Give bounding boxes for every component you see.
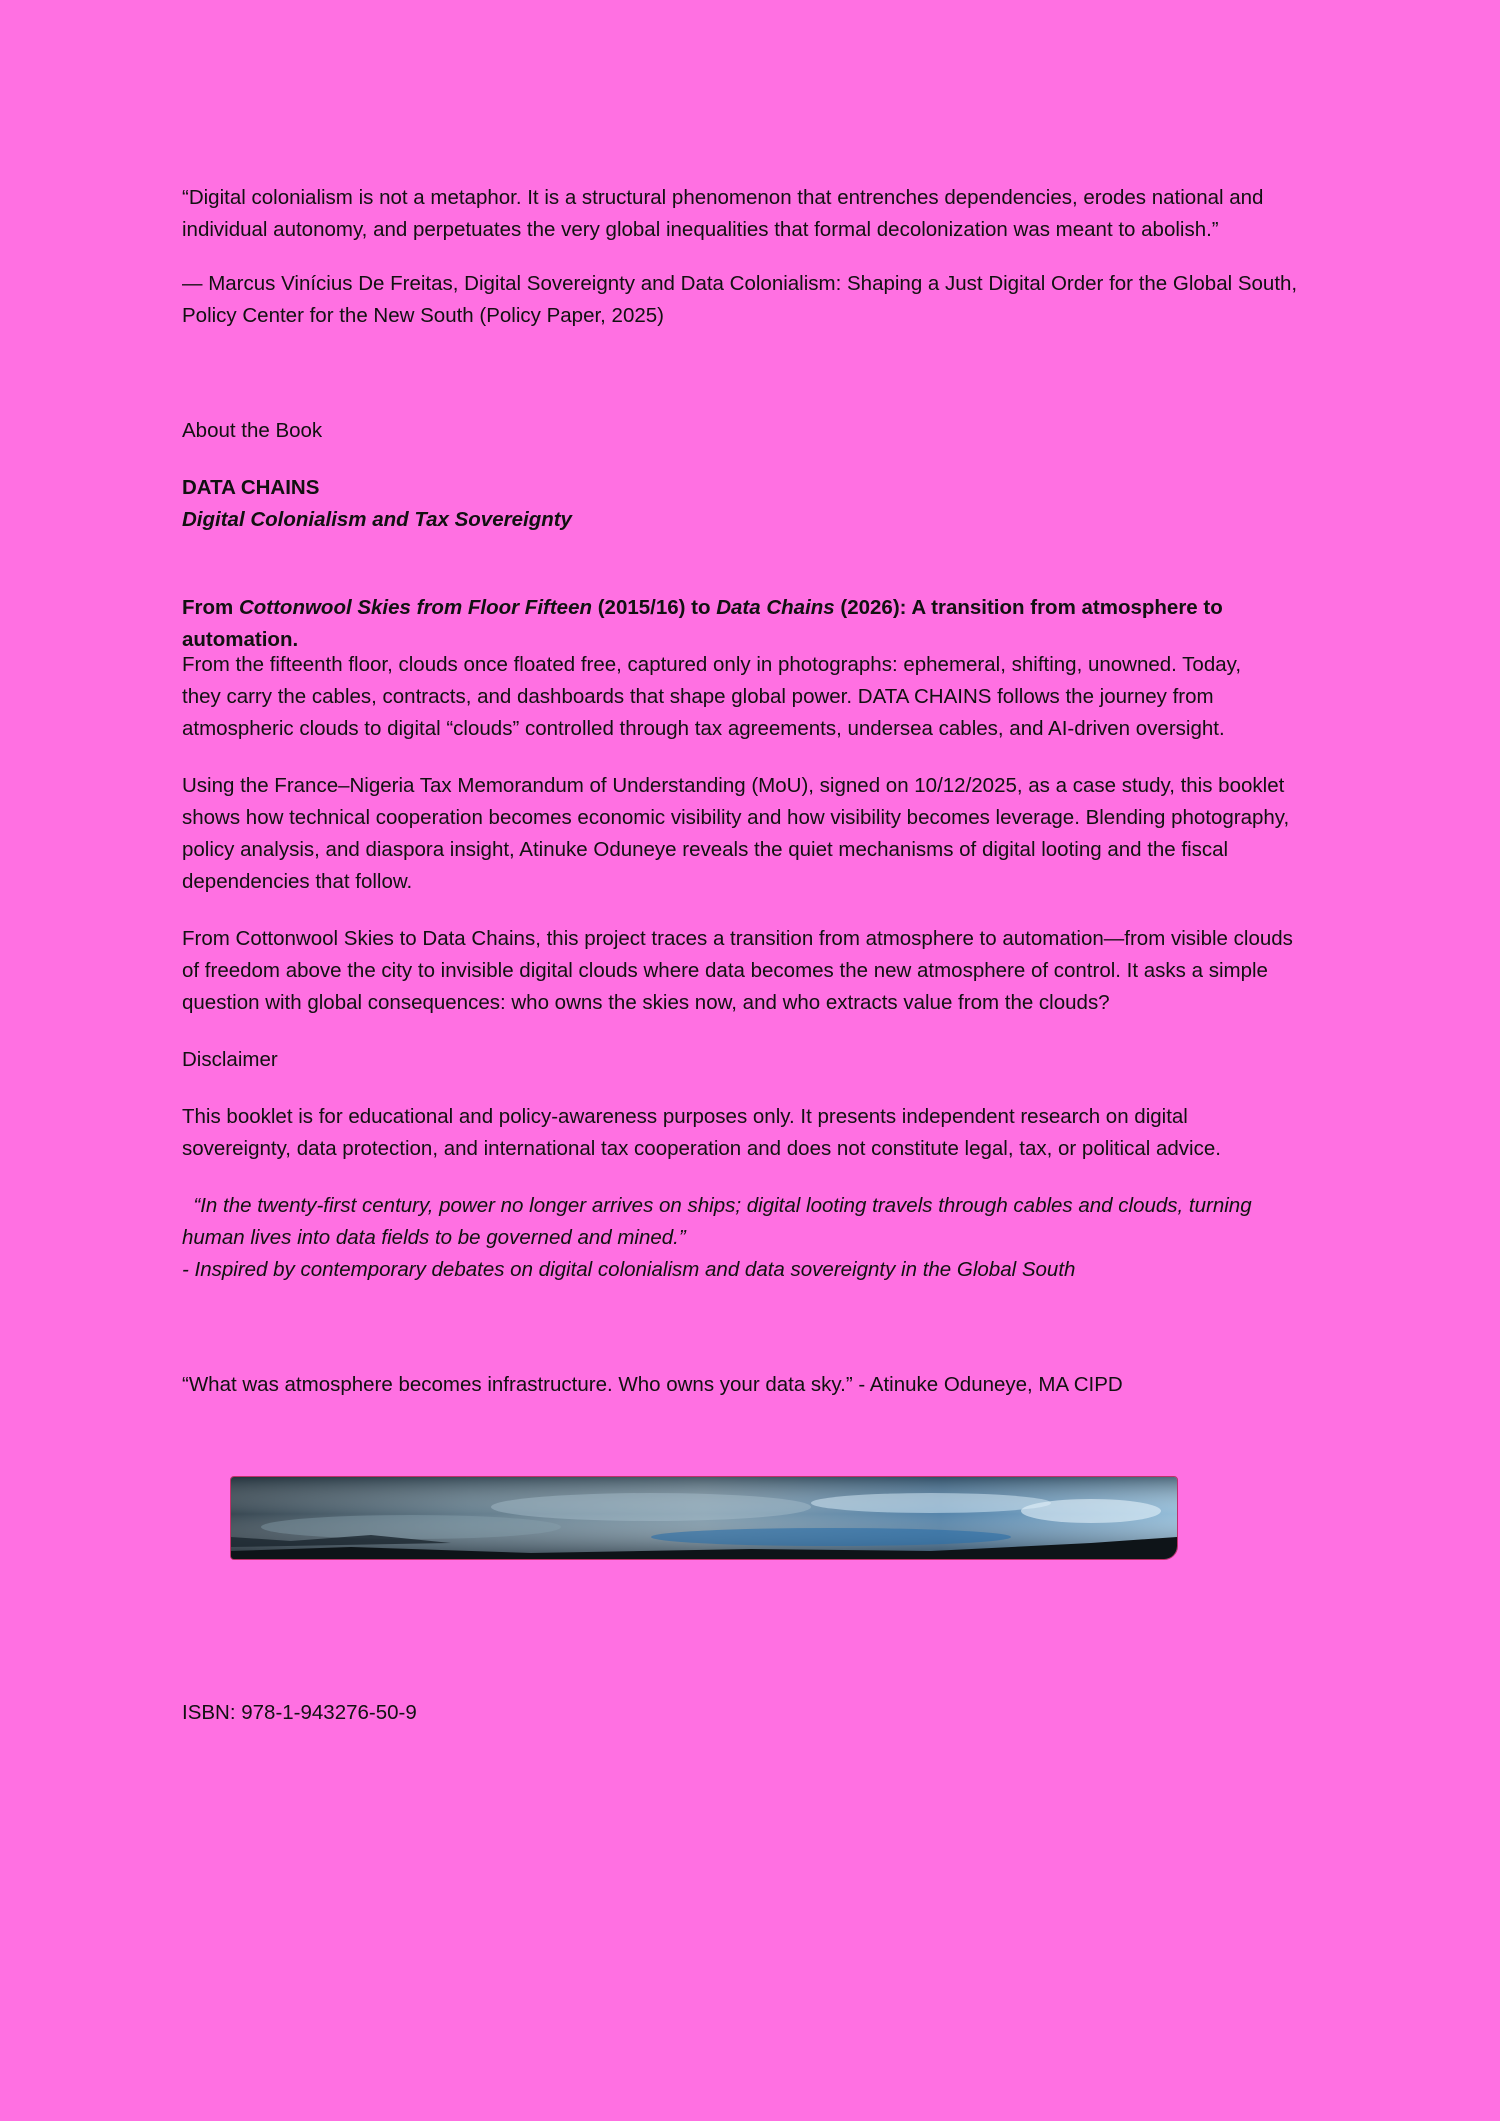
book-subtitle: Digital Colonialism and Tax Sovereignty: [182, 508, 572, 531]
paragraph-3: [182, 923, 1322, 1019]
paragraph-line: dependencies that follow.: [182, 870, 413, 893]
paragraph-line: policy analysis, and diaspora insight, Atinuke Oduneye reveals the quiet mechanisms of digital looting and the fiscal: [182, 838, 1229, 861]
closing-quote-source: - Inspired by contemporary debates on digital colonialism and data sovereignty in the Global South: [182, 1258, 1076, 1281]
epigraph-quote: [182, 182, 1322, 246]
paragraph-line: question with global consequences: who owns the skies now, and who extracts value from the clouds?: [182, 991, 1110, 1014]
closing-quote-line: “In the twenty-first century, power no longer arrives on ships; digital looting travels through cables and clouds, turning: [182, 1194, 1252, 1217]
tagline-quote: “What was atmosphere becomes infrastructure. Who owns your data sky.” - Atinuke Oduneye, MA CIPD: [182, 1373, 1123, 1396]
paragraph-line: atmospheric clouds to digital “clouds” controlled through tax agreements, undersea cables, and AI-driven oversight.: [182, 717, 1225, 740]
epigraph-quote-line: individual autonomy, and perpetuates the very global inequalities that formal decolonization was meant to abolish.”: [182, 218, 1219, 241]
closing-quote: [182, 1190, 1322, 1286]
epigraph-attribution-line: — Marcus Vinícius De Freitas, Digital Sovereignty and Data Colonialism: Shaping a Just Digital Order for the Global South,: [182, 272, 1298, 295]
isbn: ISBN: 978-1-943276-50-9: [182, 1701, 417, 1724]
transition-to-title: Data Chains: [716, 596, 835, 619]
paragraph-2: [182, 770, 1322, 898]
epigraph-attribution-line: Policy Center for the New South (Policy Paper, 2025): [182, 304, 664, 327]
closing-quote-line: human lives into data fields to be governed and mined.”: [182, 1226, 686, 1249]
transition-from-years: (2015/16) to: [592, 596, 717, 619]
about-heading: About the Book: [182, 419, 323, 442]
paragraph-line: they carry the cables, contracts, and dashboards that shape global power. DATA CHAINS follows the journey from: [182, 685, 1214, 708]
paragraph-line: of freedom above the city to invisible digital clouds where data becomes the new atmosphere of control. It asks a simple: [182, 959, 1268, 982]
cloud-sky-photo: [231, 1477, 1177, 1559]
disclaimer-line: sovereignty, data protection, and international tax cooperation and does not constitute legal, tax, or political advice.: [182, 1137, 1221, 1160]
cloud-sky-photo-icon: [230, 1476, 1178, 1560]
paragraph-1: [182, 649, 1322, 745]
epigraph-attribution: [182, 268, 1322, 332]
paragraph-line: From the fifteenth floor, clouds once floated free, captured only in photographs: ephemeral, shifting, unowned. Today,: [182, 653, 1242, 676]
transition-heading: [182, 592, 1322, 656]
disclaimer-line: This booklet is for educational and policy-awareness purposes only. It presents independent research on digital: [182, 1105, 1188, 1128]
transition-to-suffix: (2026): A transition from atmosphere to automation.: [182, 596, 1223, 651]
epigraph-quote-line: “Digital colonialism is not a metaphor. It is a structural phenomenon that entrenches dependencies, erodes national and: [182, 186, 1264, 209]
transition-from-title: Cottonwool Skies from Floor Fifteen: [238, 596, 593, 619]
paragraph-line: Using the France–Nigeria Tax Memorandum of Understanding (MoU), signed on 10/12/2025, as a case study, this booklet: [182, 774, 1285, 797]
transition-from-prefix: From: [182, 596, 239, 619]
paragraph-line: shows how technical cooperation becomes economic visibility and how visibility becomes leverage. Blending photography,: [182, 806, 1290, 829]
paragraph-line: From Cottonwool Skies to Data Chains, this project traces a transition from atmosphere to automation—from visible clouds: [182, 927, 1293, 950]
disclaimer-text: [182, 1101, 1322, 1165]
disclaimer-heading: Disclaimer: [182, 1048, 278, 1071]
book-title-block: [182, 472, 1322, 536]
book-title: DATA CHAINS: [182, 476, 320, 499]
